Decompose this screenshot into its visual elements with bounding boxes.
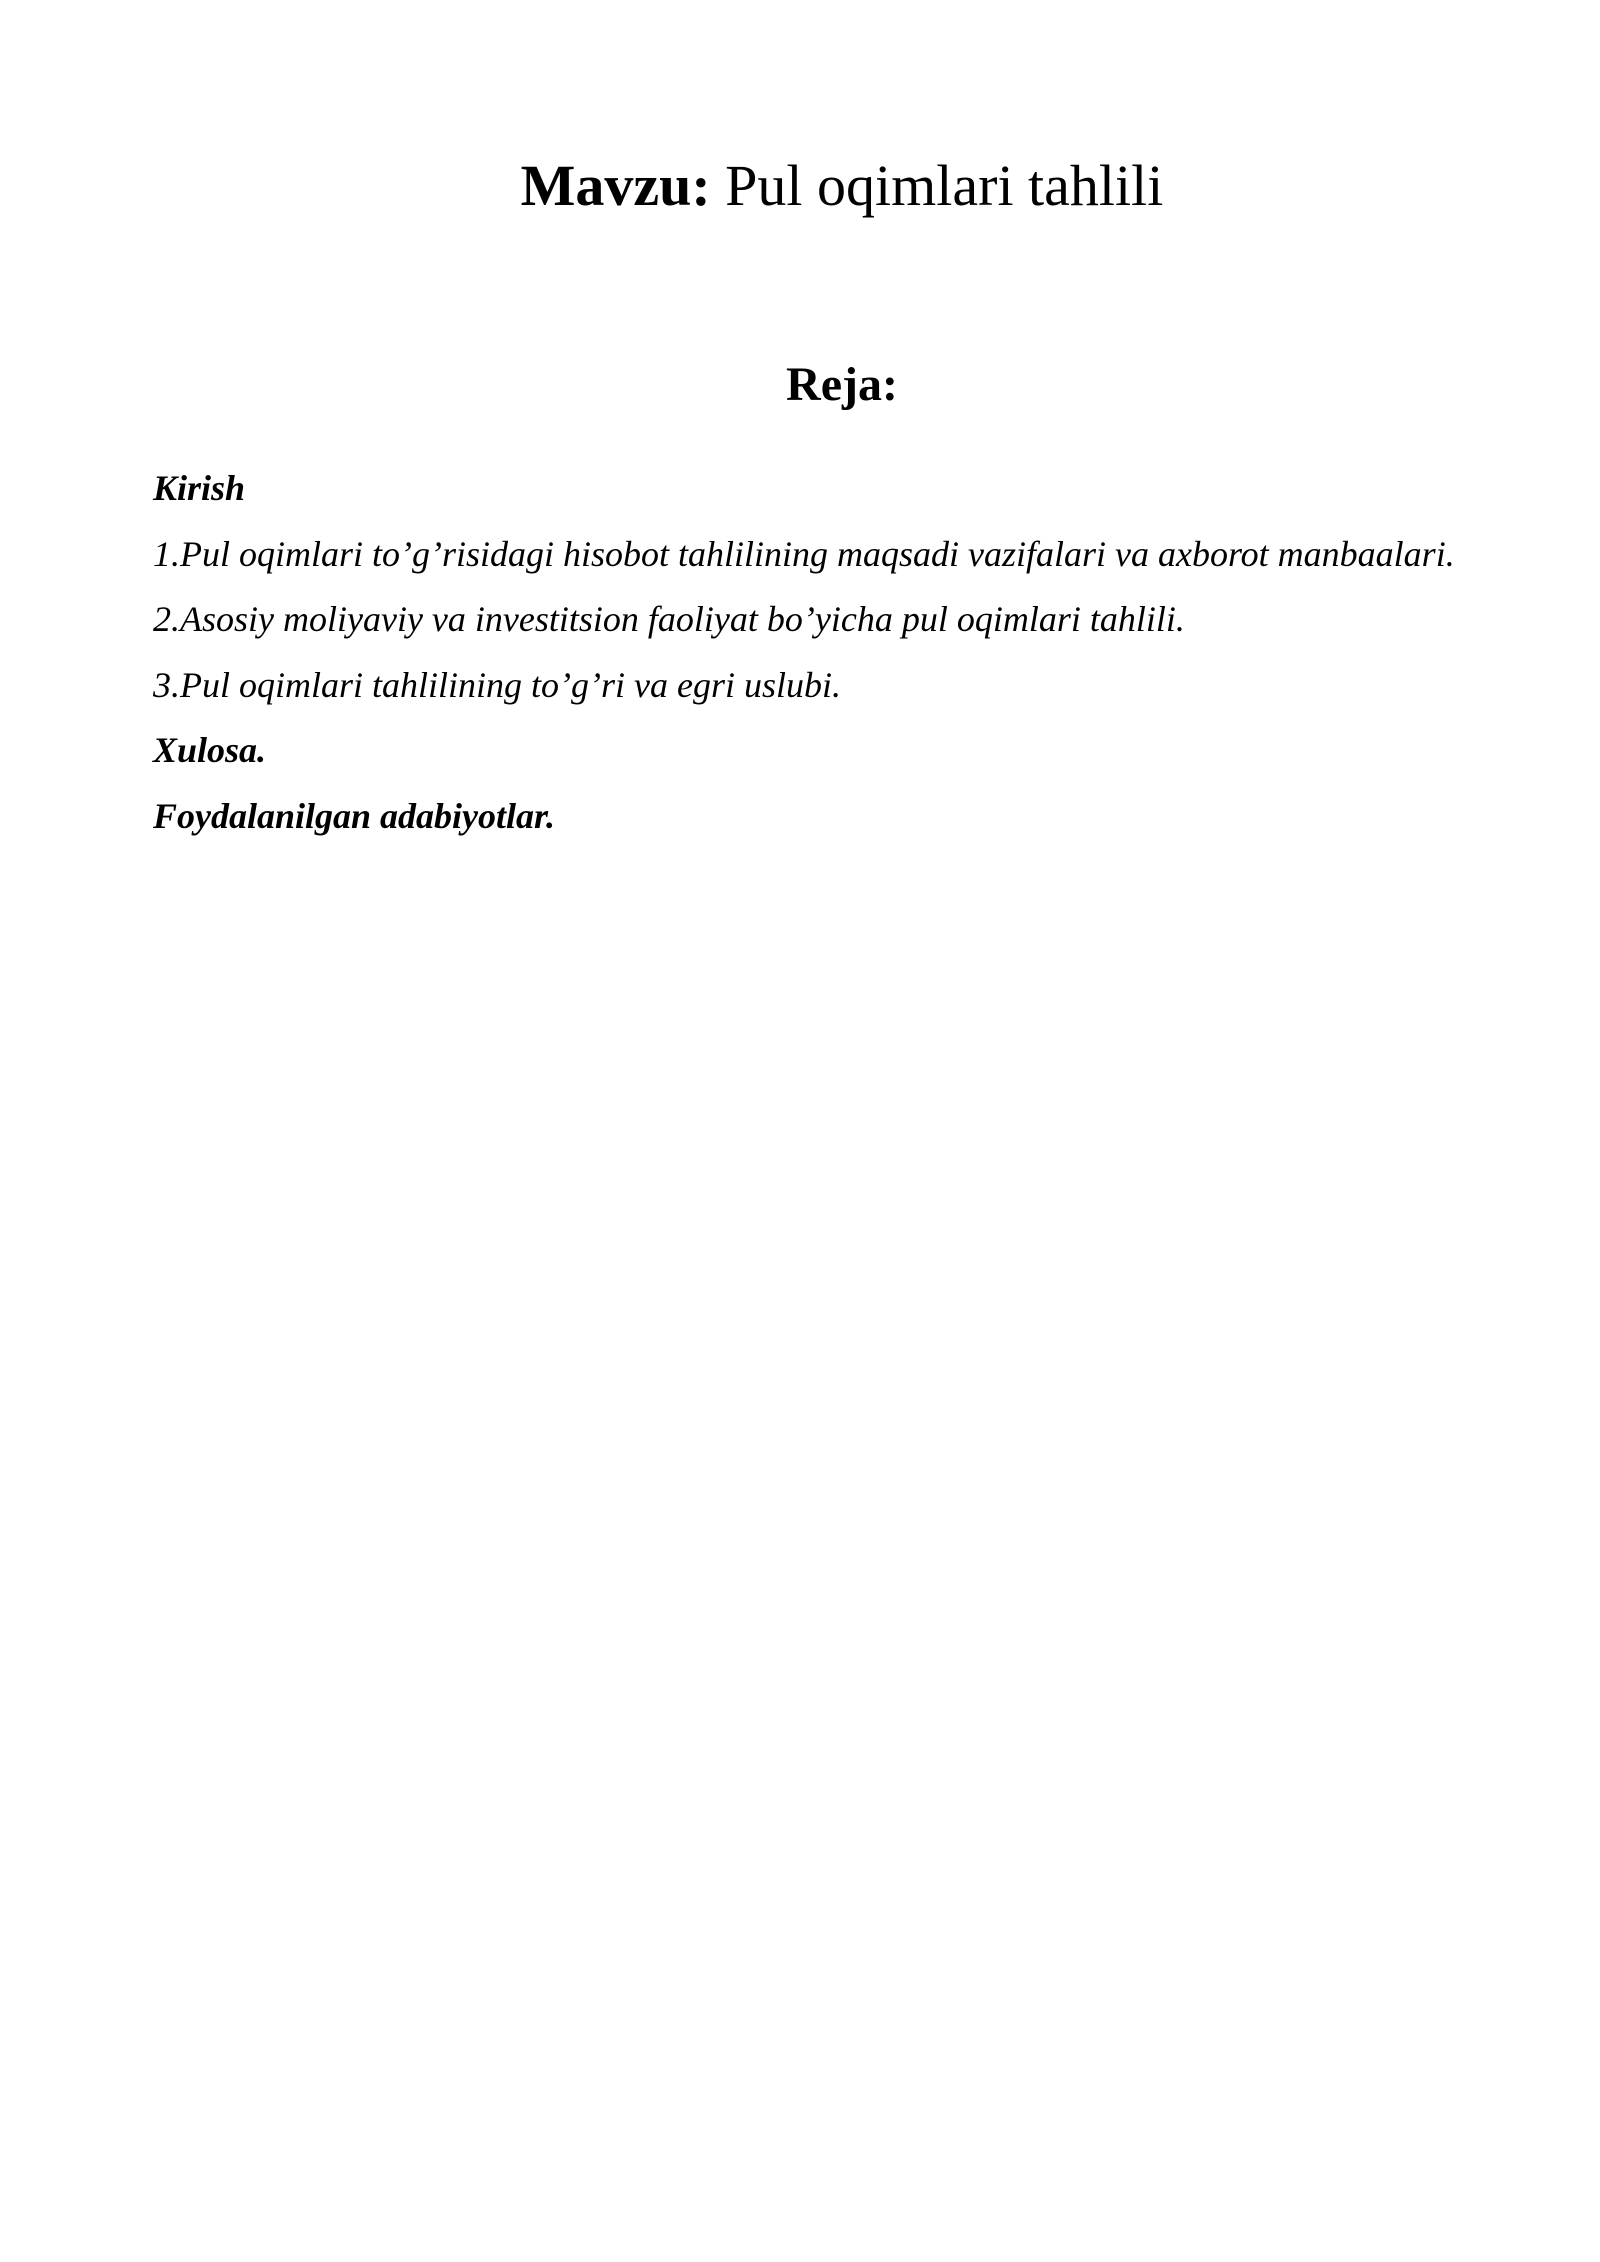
title-label: Mavzu:: [520, 153, 711, 218]
plan-item-conclusion: Xulosa.: [153, 730, 267, 770]
document-title: [0, 146, 1600, 226]
plan-list: [153, 456, 1573, 849]
plan-item-intro: Kirish: [153, 468, 246, 508]
plan-item-3: 3.Pul oqimlari tahlilining to’g’ri va egri uslubi.: [153, 664, 841, 705]
plan-heading: Reja:: [786, 358, 898, 411]
plan-item-references: Foydalanilgan adabiyotlar.: [153, 795, 556, 836]
plan-item-1: 1.Pul oqimlari to’g’risidagi hisobot tahlilining maqsadi vazifalari va axborot manbaalari.: [153, 533, 1455, 574]
plan-item-2: 2.Asosiy moliyaviy va investitsion faoliyat bo’yicha pul oqimlari tahlili.: [153, 599, 1185, 639]
title-text: Pul oqimlari tahlili: [710, 153, 1164, 218]
